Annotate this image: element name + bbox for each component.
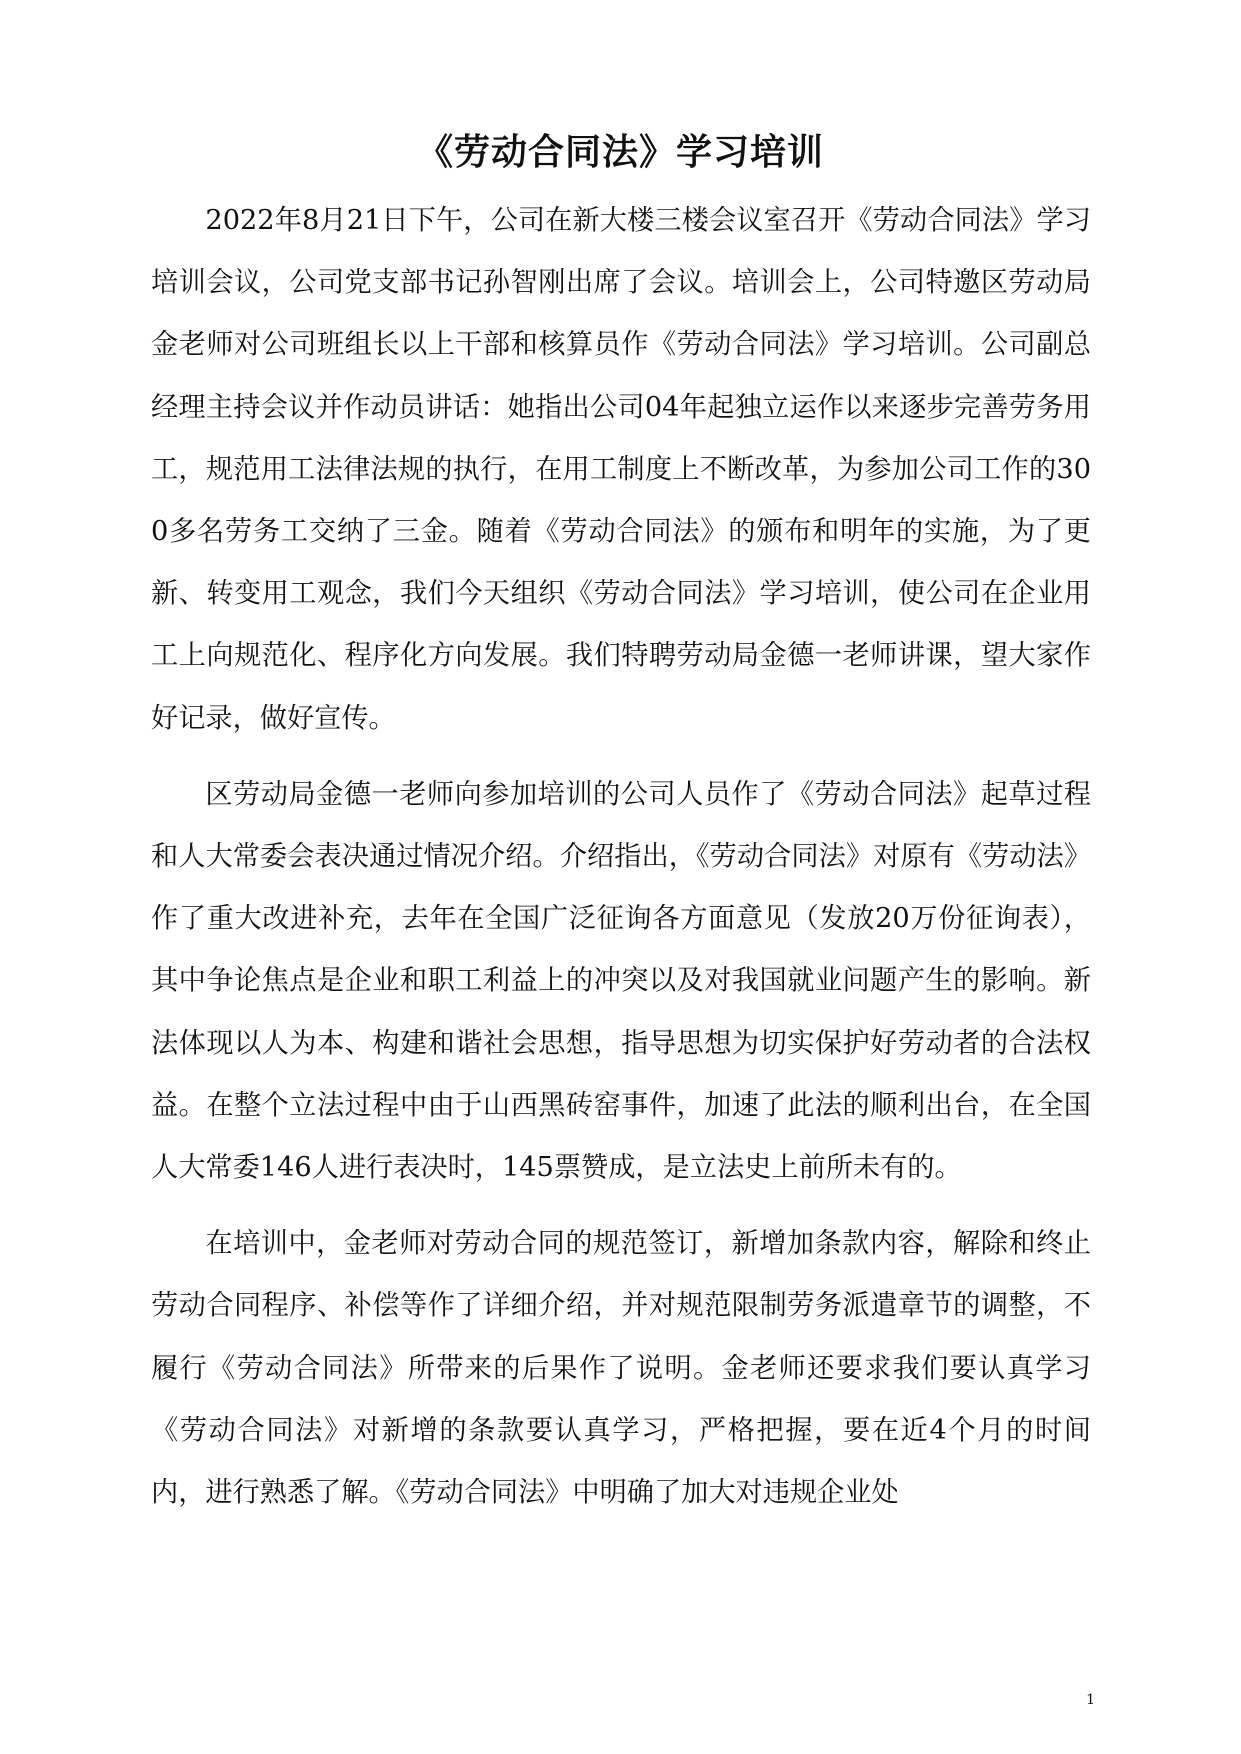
- paragraph-1: 2022年8月21日下午，公司在新大楼三楼会议室召开《劳动合同法》学习培训会议，公司党支部书记孙智刚出席了会议。培训会上，公司特邀区劳动局金老师对公司班组长以上干部和核算员作《劳动合同法》学习培训。公司副总经理主持会议并作动员讲话：她指出公司04年起独立运作以来逐步完善劳务用工，规范用工法律法规的执行，在用工制度上不断改革，为参加公司工作的300多名劳务工交纳了三金。随着《劳动合同法》的颁布和明年的实施，为了更新、转变用工观念，我们今天组织《劳动合同法》学习培训，使公司在企业用工上向规范化、程序化方向发展。我们特聘劳动局金德一老师讲课，望大家作好记录，做好宣传。: [151, 205, 1091, 734]
- document-title: 《劳动合同法》学习培训: [416, 131, 824, 173]
- page-number: 1: [1086, 1692, 1095, 1708]
- paragraph-2: 区劳动局金德一老师向参加培训的公司人员作了《劳动合同法》起草过程和人大常委会表决通过情况介绍。介绍指出，《劳动合同法》对原有《劳动法》作了重大改进补充，去年在全国广泛征询各方面意见（发放20万份征询表），其中争论焦点是企业和职工利益上的冲突以及对我国就业问题产生的影响。新法体现以人为本、构建和谐社会思想，指导思想为切实保护好劳动者的合法权益。在整个立法过程中由于山西黑砖窑事件，加速了此法的顺利出台，在全国人大常委146人进行表决时，145票赞成，是立法史上前所未有的。: [151, 778, 1091, 1184]
- paragraph-3: 在培训中，金老师对劳动合同的规范签订，新增加条款内容，解除和终止劳动合同程序、补偿等作了详细介绍，并对规范限制劳务派遣章节的调整，不履行《劳动合同法》所带来的后果作了说明。金老师还要求我们要认真学习《劳动合同法》对新增的条款要认真学习，严格把握，要在近4个月的时间内，进行熟悉了解。《劳动合同法》中明确了加大对违规企业处: [151, 1228, 1091, 1509]
- document-body: [151, 190, 1091, 1538]
